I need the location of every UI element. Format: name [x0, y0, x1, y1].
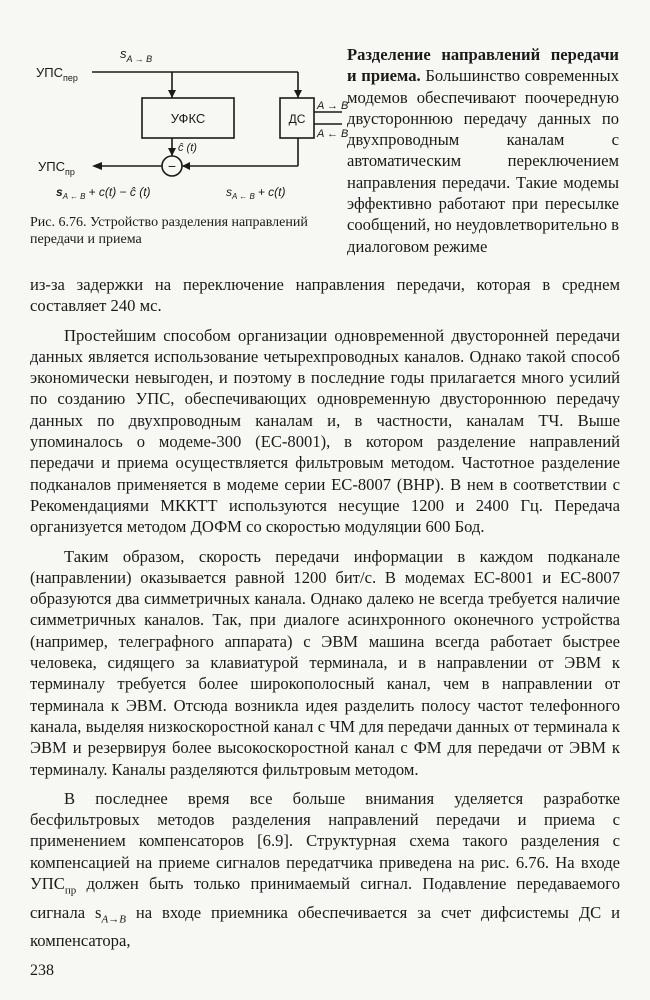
paragraph-3 — [30, 788, 620, 952]
paragraph-2: Таким образом, скорость передачи информации в каждом подканале (направлении) оказывается равной 1200 бит/с. В модемах ЕС-8001 и ЕС-8007 образуются два симметричных канала. Однако далеко не всегда требуется наличие симметричных каналов. Так, при диалоге асинхронного оконечного устройства (например, телеграфного аппарата) с ЭВМ машина всегда работает быстрее человека, сидящего за клавиатурой терминала, и в направлении от ЭВМ к терминалу требуется более широкополосный канал, чем в направлении от терминала к ЭВМ. Отсюда возникла идея разделить полосу частот телефонного канала, выделяя низкоскоростной канал с ЧМ для передачи данных от терминала к ЭВМ и резервируя более высокоскоростной канал с ФМ для передачи от ЭВМ к терминалу. Каналы разделяются фильтровым методом. — [30, 546, 620, 779]
paragraph-3-mid: должен быть только принимаемый сигнал. Подавление передаваемого сигнала s — [30, 874, 620, 922]
signal-top-label: $s_{A \to B}$ — [120, 46, 153, 64]
ds-block-label: ДС — [288, 112, 306, 126]
intro-paragraph — [347, 44, 619, 257]
paragraph-3-end: на входе приемника обеспечивается за счет дифсистемы ДС и компенсатора, — [30, 902, 620, 951]
intro-text: Большинство современных модемов обеспечивают поочередную двустороннюю передачу данных по двухпроводным каналам с автоматическим переключением направления передачи. Такие модемы эффективно работают при пересылке сообщений, но неудовлетворительно в диалоговом режиме — [347, 66, 619, 256]
section-heading: Разделение направлений передачи и приема. — [347, 45, 619, 86]
ups-per-label: $УПС_{пер}$ — [36, 65, 78, 83]
page-number: 238 — [30, 962, 54, 979]
ufks-block-label: УФКС — [170, 111, 206, 126]
paragraph-3-sub2: A→B — [101, 912, 126, 925]
paragraph-1: Простейшим способом организации одновременной двусторонней передачи данных является использование четырехпроводных каналов. Однако такой способ экономически невыгоден, и поэтому в последние годы прилагается много усилий по созданию УПС, обеспечивающих одновременную двустороннюю передачу данных по двухпроводным каналам и, в частности, каналам ТЧ. Выше упоминалось о модеме-300 (ЕС-8001), в котором разделение направлений передачи и приема осуществляется фильтровым методом. Частотное разделение подканалов применяется в модеме серии ЕС-8007 (ВНР). В нем в соответствии с Рекомендациями МККТТ используются несущие 1200 и 2400 Гц. Передача организуется методом ДОФМ со скоростью модуляции 600 Бод. — [30, 325, 620, 537]
paragraph-3-start: В последнее время все больше внимания уделяется разработке бесфильтровых методов разделения направлений передачи и приема с применением компенсаторов [6.9]. Структурная схема такого разделения с компенсацией на приеме сигналов передатчика приведена на рис. 6.76. На входе УПС — [30, 788, 620, 894]
ups-pr-label: $УПС_{пр}$ — [38, 159, 75, 177]
direction-ba-label: A ← B — [317, 128, 349, 140]
compensator-minus: − — [167, 158, 177, 174]
direction-ab-label: A → B — [317, 100, 349, 112]
figure-caption: Рис. 6.76. Устройство разделения направлений передачи и приема — [30, 215, 308, 247]
estimate-label: ĉ (t) — [178, 142, 197, 154]
body-text — [30, 274, 620, 952]
intro-continuation: из-за задержки на переключение направления передачи, которая в среднем составляет 240 мс. — [30, 275, 620, 316]
bottom-right-formula: $s_{A \leftarrow B} + c(t)$ — [226, 185, 286, 201]
bottom-left-formula: $s_{A \leftarrow B} + c(t)$ − ĉ (t) — [56, 185, 151, 201]
block-diagram — [30, 40, 349, 215]
paragraph-3-sub: пр — [64, 884, 77, 897]
